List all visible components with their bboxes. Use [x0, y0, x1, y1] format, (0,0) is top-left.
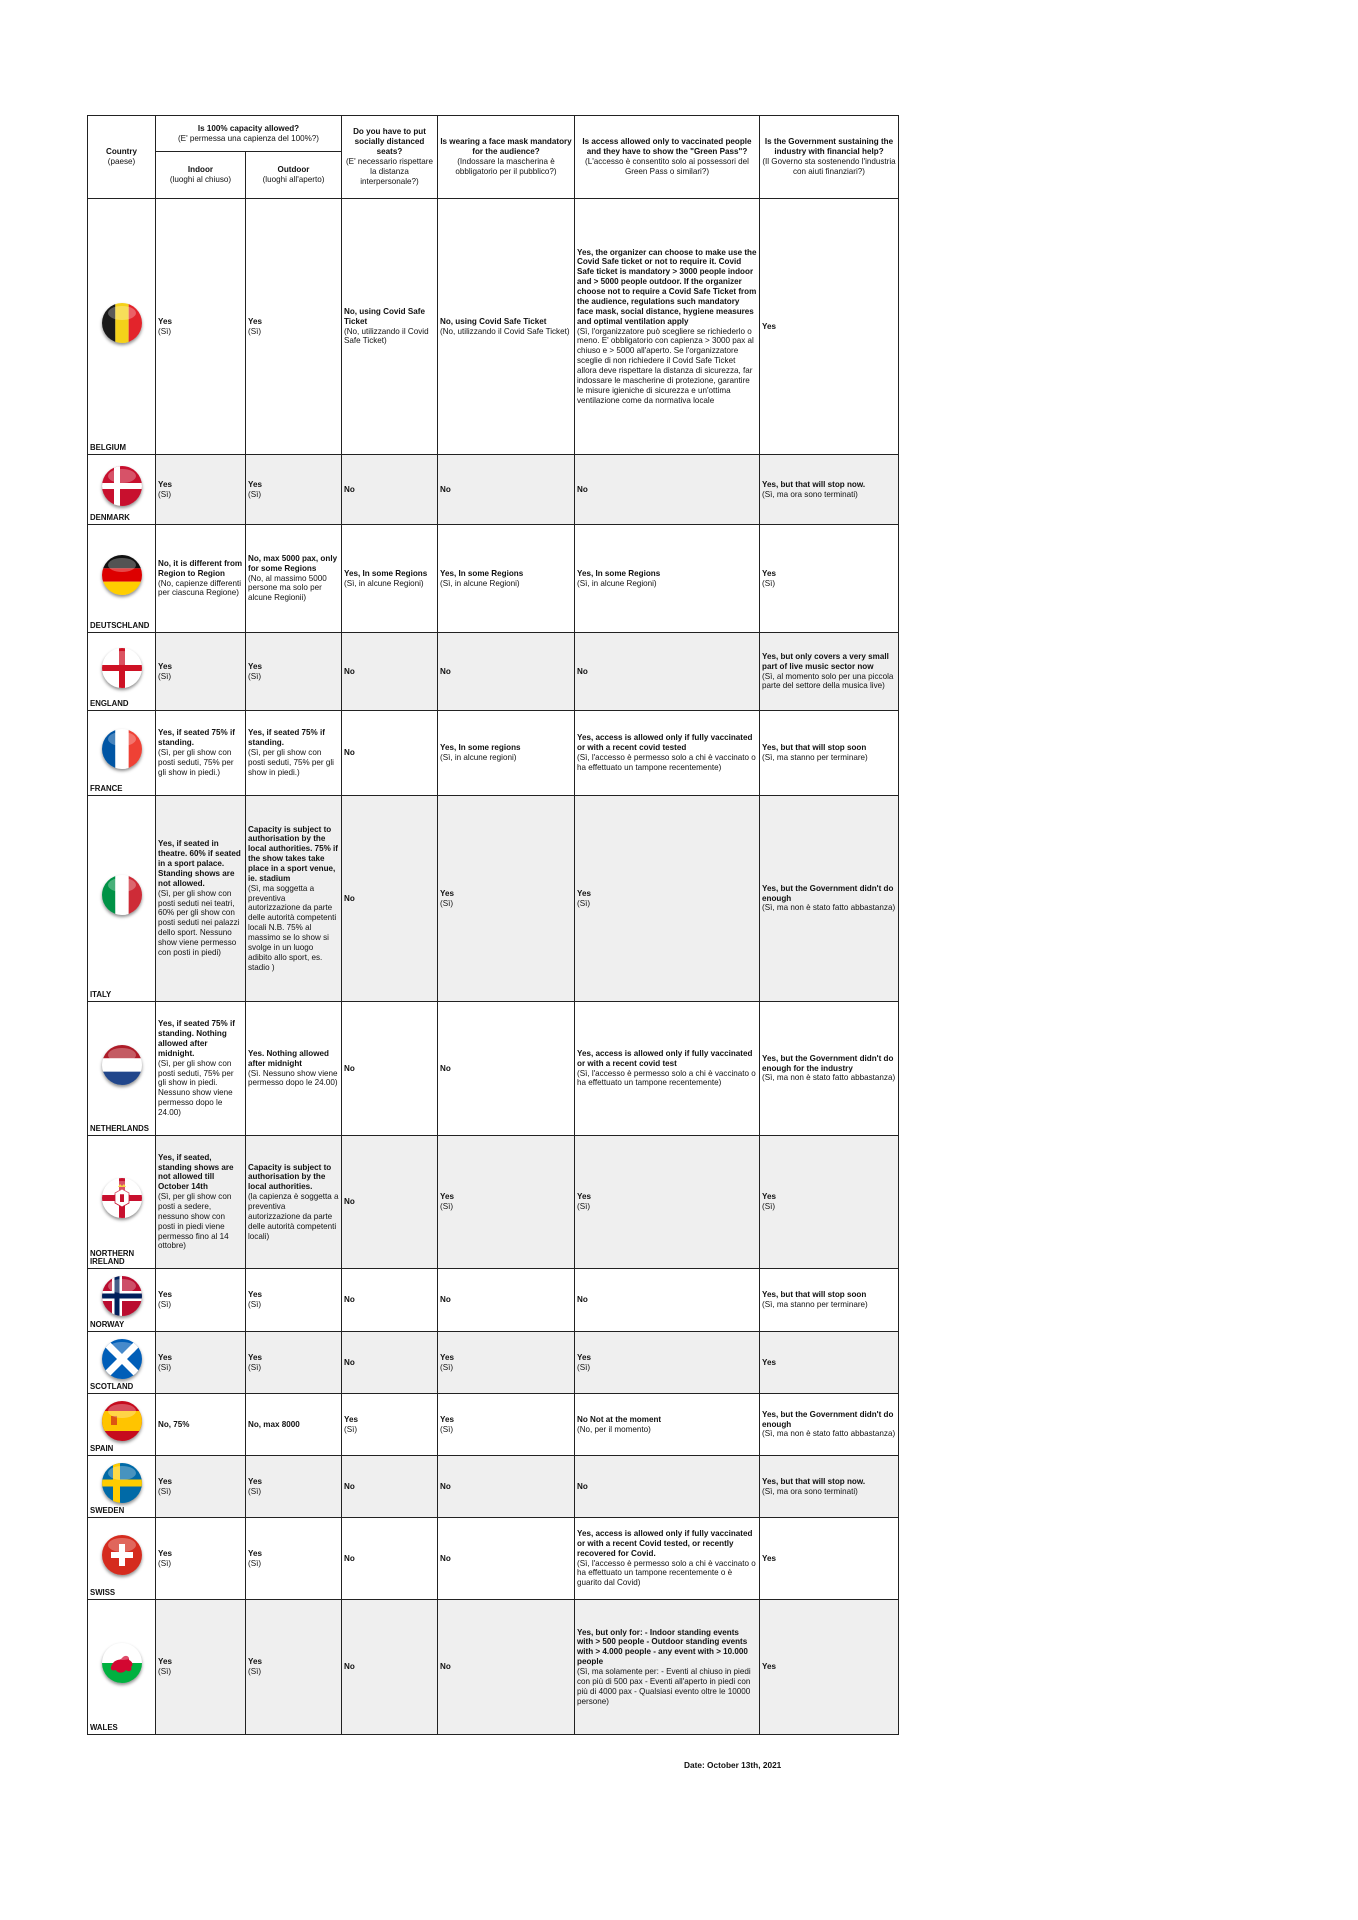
- indoor-translation: (Sì, per gli show con posti seduti, 75% per gli show in piedi.): [158, 748, 234, 777]
- gov-cell: [760, 633, 899, 711]
- gov-cell: [760, 1600, 899, 1735]
- header-indoor: Indoor (luoghi al chiuso): [156, 152, 246, 199]
- spain-flag-icon: [102, 1401, 142, 1441]
- header-government: Is the Government sustaining the industry with financial help? (Il Governo sta sostenendo l'industria con aiuti finanziari?): [760, 116, 899, 199]
- pass-cell: [575, 1269, 760, 1332]
- footer-date: Date: October 13th, 2021: [684, 1760, 782, 1770]
- outdoor-answer: Yes: [248, 1548, 262, 1558]
- gov-translation: (Sì): [762, 1202, 776, 1211]
- outdoor-answer: No, max 5000 pax, only for some Regions: [248, 553, 338, 573]
- pass-answer: Yes: [577, 1352, 591, 1362]
- indoor-translation: (Sì): [158, 1667, 172, 1676]
- wales-flag-icon: [102, 1643, 142, 1683]
- table-row: [88, 525, 899, 633]
- mask-translation: (Sì): [440, 898, 454, 908]
- gov-answer: Yes, but the Government didn't do enough: [762, 1409, 894, 1429]
- pass-answer: Yes, access is allowed only if fully vaccinated or with a recent Covid tested, or recently recovered for Covid.: [577, 1528, 753, 1558]
- pass-answer: Yes: [577, 888, 591, 898]
- outdoor-translation: (Sì. Nessuno show viene permesso dopo le 24.00): [248, 1068, 338, 1088]
- denmark-flag-icon: [102, 466, 142, 506]
- mask-cell: [438, 796, 575, 1002]
- gov-cell: [760, 525, 899, 633]
- italy-flag-icon: [102, 875, 142, 915]
- outdoor-translation: (Sì): [248, 1300, 262, 1309]
- mask-answer: Yes, In some Regions: [440, 568, 524, 578]
- pass-cell: [575, 1394, 760, 1456]
- pass-answer: Yes: [577, 1192, 591, 1202]
- mask-cell: [438, 199, 575, 455]
- distanced-answer: No: [344, 666, 355, 676]
- header-mask: Is wearing a face mask mandatory for the audience? (Indossare la mascherina è obbligatorio per il pubblico?): [438, 116, 575, 199]
- norway-flag-icon: [102, 1276, 142, 1316]
- country-cell: [88, 1002, 156, 1136]
- pass-translation: (Sì, in alcune Regioni): [577, 578, 657, 588]
- pass-answer: No: [577, 484, 588, 494]
- outdoor-answer: Capacity is subject to authorisation by the local authorities. 75% if the show takes take place in a sport venue, ie. stadium: [248, 824, 338, 883]
- header-green-pass: Is access allowed only to vaccinated people and they have to show the "Green Pass"? (L'accesso è consentito solo ai possessori del Green Pass o similari?): [575, 116, 760, 199]
- mask-answer: Yes: [440, 1192, 454, 1202]
- mask-answer: Yes, In some regions: [440, 743, 521, 753]
- mask-cell: [438, 1518, 575, 1600]
- distanced-cell: [342, 199, 438, 455]
- distanced-answer: No, using Covid Safe Ticket: [344, 306, 425, 326]
- distanced-answer: No: [344, 1295, 355, 1305]
- indoor-cell: [156, 633, 246, 711]
- mask-translation: (Sì, in alcune Regioni): [440, 578, 520, 588]
- gov-answer: Yes, but the Government didn't do enough for the industry: [762, 1053, 894, 1073]
- country-cell: [88, 199, 156, 455]
- northern-ireland-flag-icon: [102, 1178, 142, 1218]
- pass-answer: Yes, the organizer can choose to make use the Covid Safe ticket or not to require it. Covid Safe ticket is mandatory > 3000 people indoor and > 5000 people outdoor. If the organizer choose not to require a Covid Safe Ticket from the audience, regulations such mandatory face mask, social distance, hygiene measures and optimal ventilation apply: [577, 247, 757, 326]
- mask-cell: [438, 1394, 575, 1456]
- header-capacity: Is 100% capacity allowed? (E' permessa una capienza del 100%?): [156, 116, 342, 152]
- outdoor-translation: (Sì): [248, 326, 262, 336]
- pass-translation: (No, per il momento): [577, 1424, 651, 1434]
- table-row: [88, 199, 899, 455]
- outdoor-cell: [246, 1136, 342, 1269]
- outdoor-cell: [246, 711, 342, 796]
- outdoor-answer: Capacity is subject to authorisation by the local authorities.: [248, 1162, 332, 1192]
- france-flag-icon: [102, 729, 142, 769]
- distanced-cell: [342, 711, 438, 796]
- pass-answer: No: [577, 666, 588, 676]
- indoor-answer: Yes: [158, 1290, 172, 1300]
- distanced-answer: No: [344, 484, 355, 494]
- mask-translation: (Sì, in alcune regioni): [440, 753, 517, 762]
- distanced-translation: (No, utilizzando il Covid Safe Ticket): [344, 326, 429, 346]
- distanced-cell: [342, 525, 438, 633]
- country-cell: [88, 1394, 156, 1456]
- mask-cell: [438, 711, 575, 796]
- pass-translation: (Sì): [577, 1362, 591, 1372]
- distanced-answer: Yes: [344, 1414, 358, 1424]
- table-row: [88, 796, 899, 1002]
- gov-answer: Yes: [762, 1662, 776, 1672]
- distanced-cell: [342, 1269, 438, 1332]
- indoor-translation: (Sì): [158, 1558, 172, 1568]
- country-name: FRANCE: [90, 784, 123, 794]
- indoor-answer: Yes: [158, 1657, 172, 1667]
- distanced-cell: [342, 1518, 438, 1600]
- distanced-answer: Yes, In some Regions: [344, 568, 428, 578]
- country-cell: [88, 455, 156, 525]
- indoor-translation: (Sì): [158, 1362, 172, 1372]
- table-row: [88, 1394, 899, 1456]
- pass-cell: [575, 1456, 760, 1518]
- distanced-answer: No: [344, 1063, 355, 1073]
- outdoor-translation: (Sì): [248, 1558, 262, 1568]
- gov-answer: Yes, but that will stop soon: [762, 743, 867, 753]
- mask-cell: [438, 1002, 575, 1136]
- mask-cell: [438, 1269, 575, 1332]
- mask-answer: No: [440, 1063, 451, 1073]
- distanced-cell: [342, 1456, 438, 1518]
- indoor-cell: [156, 711, 246, 796]
- pass-answer: Yes, access is allowed only if fully vaccinated or with a recent covid test: [577, 1048, 753, 1068]
- country-cell: [88, 525, 156, 633]
- distanced-answer: No: [344, 1197, 355, 1207]
- indoor-cell: [156, 1002, 246, 1136]
- belgium-flag-icon: [102, 303, 142, 343]
- pass-translation: (Sì): [577, 898, 591, 908]
- outdoor-answer: No, max 8000: [248, 1419, 300, 1429]
- header-distanced: Do you have to put socially distanced seats? (E' necessario rispettare la distanza interpersonale?): [342, 116, 438, 199]
- country-name: ITALY: [90, 990, 112, 1000]
- pass-translation: (Sì, l'accesso è permesso solo a chi è vaccinato o ha effettuato un tampone recentemente o è guarito dal Covid): [577, 1558, 756, 1588]
- distanced-cell: [342, 455, 438, 525]
- gov-translation: (Sì, al momento solo per una piccola parte del settore della musica live): [762, 671, 894, 691]
- germany-flag-icon: [102, 555, 142, 595]
- indoor-translation: (Sì, per gli show con posti a sedere, nessuno show con posti in piedi viene permesso fino al 14 ottobre): [158, 1192, 232, 1251]
- country-name: DEUTSCHLAND: [90, 621, 150, 631]
- pass-cell: [575, 525, 760, 633]
- distanced-answer: No: [344, 1357, 355, 1367]
- indoor-answer: Yes: [158, 1352, 172, 1362]
- table-row: [88, 633, 899, 711]
- pass-cell: [575, 796, 760, 1002]
- country-name: SPAIN: [90, 1444, 114, 1454]
- pass-translation: (Sì): [577, 1202, 591, 1211]
- pass-translation: (Sì, ma solamente per: - Eventi al chiuso in piedi con più di 500 pax - Eventi all'aperto in piedi con più di 4000 pax - Qualsiasi evento oltre le 10000 persone): [577, 1667, 751, 1706]
- table-row: [88, 1269, 899, 1332]
- mask-cell: [438, 1136, 575, 1269]
- distanced-translation: (Sì): [344, 1424, 358, 1434]
- country-cell: [88, 1518, 156, 1600]
- covid-rules-table-sheet: [87, 115, 898, 1735]
- distanced-cell: [342, 1394, 438, 1456]
- gov-translation: (Sì, ma ora sono terminati): [762, 1486, 858, 1496]
- outdoor-cell: [246, 455, 342, 525]
- outdoor-translation: (Sì): [248, 1486, 262, 1496]
- distanced-cell: [342, 633, 438, 711]
- table-body: [88, 199, 899, 1735]
- distanced-cell: [342, 1332, 438, 1394]
- pass-cell: [575, 1136, 760, 1269]
- pass-cell: [575, 455, 760, 525]
- distanced-answer: No: [344, 748, 355, 758]
- mask-answer: No: [440, 666, 451, 676]
- gov-answer: Yes: [762, 568, 776, 578]
- gov-cell: [760, 199, 899, 455]
- country-name: SWEDEN: [90, 1506, 125, 1516]
- gov-translation: (Sì, ma non è stato fatto abbastanza): [762, 1429, 896, 1439]
- pass-answer: No Not at the moment: [577, 1414, 662, 1424]
- mask-cell: [438, 1456, 575, 1518]
- gov-answer: Yes: [762, 1357, 776, 1367]
- distanced-cell: [342, 1002, 438, 1136]
- table-row: [88, 455, 899, 525]
- indoor-translation: (Sì): [158, 326, 172, 336]
- pass-answer: No: [577, 1295, 588, 1305]
- gov-translation: (Sì, ma non è stato fatto abbastanza): [762, 1073, 896, 1083]
- distanced-cell: [342, 1136, 438, 1269]
- gov-cell: [760, 1002, 899, 1136]
- gov-cell: [760, 1136, 899, 1269]
- gov-translation: (Sì): [762, 578, 776, 588]
- header-outdoor: Outdoor (luoghi all'aperto): [246, 152, 342, 199]
- indoor-cell: [156, 1394, 246, 1456]
- pass-cell: [575, 1518, 760, 1600]
- pass-translation: (Sì, l'organizzatore può scegliere se richiederlo o meno. E' obbligatorio con capienza > 3000 pax al chiuso e > 5000 all'aperto. Se l'organizzatore sceglie di non richiedere il Covid Safe Ticket allora deve rispettare la distanza di sicurezza, far indossare le mascherine di protezione, garantire le misure igieniche di sicurezza e un'ottima ventilazione come da normativa locale: [577, 326, 754, 405]
- pass-answer: No: [577, 1481, 588, 1491]
- outdoor-answer: Yes: [248, 1476, 262, 1486]
- country-name: NORTHERN IRELAND: [90, 1248, 135, 1267]
- outdoor-cell: [246, 1332, 342, 1394]
- scotland-flag-icon: [102, 1339, 142, 1379]
- gov-cell: [760, 1456, 899, 1518]
- gov-answer: Yes: [762, 321, 776, 331]
- country-name: SWISS: [90, 1588, 116, 1598]
- indoor-cell: [156, 1456, 246, 1518]
- distanced-answer: No: [344, 1662, 355, 1672]
- country-name: NETHERLANDS: [90, 1124, 149, 1134]
- country-cell: [88, 1600, 156, 1735]
- indoor-cell: [156, 1269, 246, 1332]
- country-name: DENMARK: [90, 513, 130, 523]
- country-name: WALES: [90, 1723, 118, 1733]
- gov-cell: [760, 1518, 899, 1600]
- country-cell: [88, 1456, 156, 1518]
- outdoor-translation: (Sì): [248, 1667, 262, 1676]
- country-name: SCOTLAND: [90, 1382, 134, 1392]
- country-name: ENGLAND: [90, 699, 129, 709]
- outdoor-answer: Yes: [248, 661, 262, 671]
- outdoor-cell: [246, 796, 342, 1002]
- indoor-answer: Yes, if seated, standing shows are not allowed till October 14th: [158, 1152, 234, 1192]
- pass-cell: [575, 1600, 760, 1735]
- outdoor-answer: Yes: [248, 316, 262, 326]
- gov-cell: [760, 455, 899, 525]
- mask-cell: [438, 633, 575, 711]
- outdoor-cell: [246, 1269, 342, 1332]
- gov-cell: [760, 1394, 899, 1456]
- table-row: [88, 1332, 899, 1394]
- mask-answer: Yes: [440, 888, 454, 898]
- country-cell: [88, 1269, 156, 1332]
- outdoor-cell: [246, 1002, 342, 1136]
- outdoor-cell: [246, 1518, 342, 1600]
- mask-cell: [438, 455, 575, 525]
- distanced-translation: (Sì, in alcune Regioni): [344, 578, 424, 588]
- outdoor-translation: (Sì, per gli show con posti seduti, 75% per gli show in piedi.): [248, 748, 334, 777]
- netherlands-flag-icon: [102, 1045, 142, 1085]
- indoor-translation: (Sì, per gli show con posti seduti nei teatri, 60% per gli show con posti seduti nei palazzi dello sport. Nessuno show viene permesso con posti in piedi): [158, 888, 240, 957]
- country-cell: [88, 711, 156, 796]
- outdoor-translation: (No, al massimo 5000 persone ma solo per alcune Regionii): [248, 573, 327, 603]
- indoor-translation: (Sì): [158, 671, 172, 681]
- mask-translation: (No, utilizzando il Covid Safe Ticket): [440, 326, 570, 336]
- pass-answer: Yes, In some Regions: [577, 568, 661, 578]
- mask-answer: No: [440, 1553, 451, 1563]
- table-row: [88, 1600, 899, 1735]
- indoor-cell: [156, 796, 246, 1002]
- gov-translation: (Sì, ma stanno per terminare): [762, 753, 868, 762]
- gov-answer: Yes, but that will stop now.: [762, 479, 866, 489]
- pass-translation: (Sì, l'accesso è permesso solo a chi è vaccinato o ha effettuato un tampone recentemente): [577, 753, 756, 772]
- country-cell: [88, 633, 156, 711]
- indoor-cell: [156, 1332, 246, 1394]
- outdoor-translation: (Sì): [248, 1362, 262, 1372]
- mask-cell: [438, 525, 575, 633]
- gov-answer: Yes, but that will stop now.: [762, 1476, 866, 1486]
- pass-cell: [575, 199, 760, 455]
- gov-cell: [760, 1332, 899, 1394]
- table-row: [88, 711, 899, 796]
- indoor-answer: Yes: [158, 1548, 172, 1558]
- indoor-answer: Yes: [158, 479, 172, 489]
- pass-answer: Yes, access is allowed only if fully vaccinated or with a recent covid tested: [577, 733, 753, 753]
- gov-translation: (Sì, ma non è stato fatto abbastanza): [762, 903, 896, 913]
- indoor-translation: (Sì, per gli show con posti seduti, 75% per gli show in piedi. Nessuno show viene permesso dopo le 24.00): [158, 1058, 234, 1117]
- mask-answer: No: [440, 484, 451, 494]
- outdoor-answer: Yes: [248, 479, 262, 489]
- country-cell: [88, 796, 156, 1002]
- mask-cell: [438, 1332, 575, 1394]
- table-row: [88, 1002, 899, 1136]
- outdoor-translation: (Sì): [248, 671, 262, 681]
- outdoor-cell: [246, 633, 342, 711]
- gov-answer: Yes, but only covers a very small part of live music sector now: [762, 651, 889, 671]
- pass-answer: Yes, but only for: - Indoor standing events with > 500 people - Outdoor standing events with > 4.000 people - any event with > 10.000 people: [577, 1627, 748, 1667]
- indoor-answer: Yes, if seated in theatre. 60% if seated in a sport palace. Standing shows are not allowed.: [158, 839, 241, 888]
- outdoor-answer: Yes: [248, 1657, 262, 1667]
- country-name: BELGIUM: [90, 443, 126, 453]
- gov-translation: (Sì, ma ora sono terminati): [762, 489, 858, 499]
- indoor-cell: [156, 199, 246, 455]
- pass-translation: (Sì, l'accesso è permesso solo a chi è vaccinato o ha effettuato un tampone recentemente): [577, 1068, 756, 1088]
- distanced-cell: [342, 796, 438, 1002]
- outdoor-cell: [246, 1600, 342, 1735]
- covid-rules-table: [87, 115, 899, 1735]
- pass-cell: [575, 633, 760, 711]
- country-cell: [88, 1332, 156, 1394]
- gov-cell: [760, 1269, 899, 1332]
- gov-answer: Yes: [762, 1192, 776, 1202]
- gov-cell: [760, 796, 899, 1002]
- distanced-answer: No: [344, 1553, 355, 1563]
- outdoor-cell: [246, 1456, 342, 1518]
- indoor-translation: (No, capienze differenti per ciascuna Regione): [158, 578, 242, 598]
- gov-cell: [760, 711, 899, 796]
- outdoor-answer: Yes. Nothing allowed after midnight: [248, 1048, 329, 1068]
- outdoor-answer: Yes, if seated 75% if standing.: [248, 728, 325, 748]
- distanced-answer: No: [344, 893, 355, 903]
- indoor-cell: [156, 1518, 246, 1600]
- gov-translation: (Sì, ma stanno per terminare): [762, 1300, 868, 1309]
- country-cell: [88, 1136, 156, 1269]
- indoor-cell: [156, 455, 246, 525]
- table-row: [88, 1518, 899, 1600]
- sweden-flag-icon: [102, 1463, 142, 1503]
- pass-cell: [575, 1002, 760, 1136]
- indoor-answer: No, it is different from Region to Region: [158, 558, 243, 578]
- indoor-translation: (Sì): [158, 1486, 172, 1496]
- indoor-answer: Yes: [158, 661, 172, 671]
- outdoor-answer: Yes: [248, 1290, 262, 1300]
- mask-answer: No, using Covid Safe Ticket: [440, 316, 547, 326]
- indoor-answer: Yes: [158, 1476, 172, 1486]
- mask-translation: (Sì): [440, 1424, 454, 1434]
- indoor-cell: [156, 1136, 246, 1269]
- mask-translation: (Sì): [440, 1202, 454, 1211]
- table-row: [88, 1456, 899, 1518]
- pass-cell: [575, 1332, 760, 1394]
- england-flag-icon: [102, 648, 142, 688]
- outdoor-translation: (Sì): [248, 489, 262, 499]
- mask-answer: No: [440, 1295, 451, 1305]
- mask-cell: [438, 1600, 575, 1735]
- indoor-cell: [156, 525, 246, 633]
- gov-answer: Yes: [762, 1553, 776, 1563]
- indoor-answer: Yes: [158, 316, 172, 326]
- indoor-answer: No, 75%: [158, 1419, 190, 1429]
- mask-answer: No: [440, 1481, 451, 1491]
- mask-translation: (Sì): [440, 1362, 454, 1372]
- mask-answer: Yes: [440, 1352, 454, 1362]
- outdoor-answer: Yes: [248, 1352, 262, 1362]
- distanced-answer: No: [344, 1481, 355, 1491]
- indoor-translation: (Sì): [158, 1300, 172, 1309]
- header-country: Country (paese): [88, 116, 156, 199]
- gov-answer: Yes, but that will stop soon: [762, 1290, 867, 1300]
- mask-answer: Yes: [440, 1414, 454, 1424]
- mask-answer: No: [440, 1662, 451, 1672]
- outdoor-cell: [246, 525, 342, 633]
- outdoor-translation: (Sì, ma soggetta a preventiva autorizzazione da parte delle autorità competenti locali N.B. 75% al massimo se lo show si svolge in un luogo adibito allo sport, es. stadio ): [248, 883, 337, 972]
- indoor-cell: [156, 1600, 246, 1735]
- outdoor-cell: [246, 199, 342, 455]
- swiss-flag-icon: [102, 1535, 142, 1575]
- outdoor-translation: (la capienza è soggetta a preventiva autorizzazione da parte delle autorità competenti locali): [248, 1192, 339, 1241]
- pass-cell: [575, 711, 760, 796]
- distanced-cell: [342, 1600, 438, 1735]
- indoor-answer: Yes, if seated 75% if standing. Nothing allowed after midnight.: [158, 1019, 235, 1058]
- country-name: NORWAY: [90, 1320, 125, 1330]
- table-row: [88, 1136, 899, 1269]
- gov-answer: Yes, but the Government didn't do enough: [762, 883, 894, 903]
- indoor-answer: Yes, if seated 75% if standing.: [158, 728, 235, 748]
- outdoor-cell: [246, 1394, 342, 1456]
- indoor-translation: (Sì): [158, 489, 172, 499]
